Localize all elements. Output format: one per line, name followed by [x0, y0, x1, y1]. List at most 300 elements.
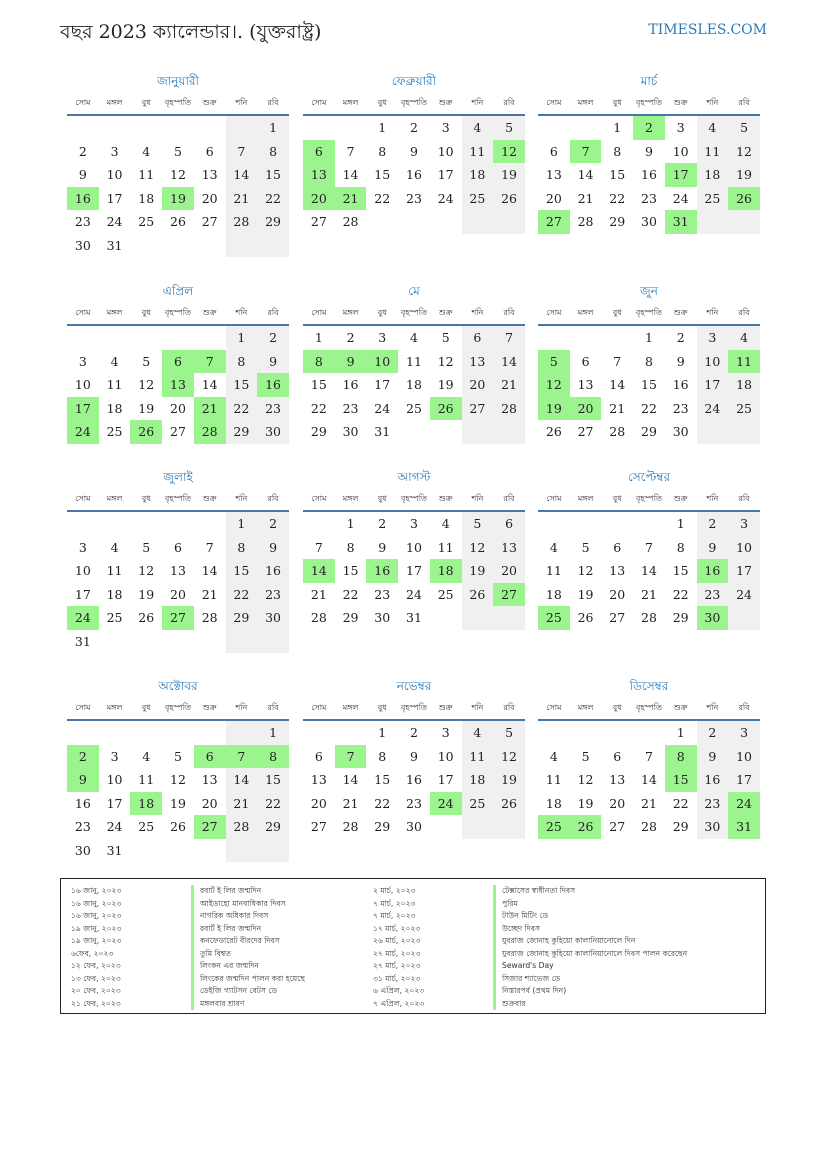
day-cell[interactable]: 7	[226, 745, 258, 769]
day-cell[interactable]: 19	[493, 163, 525, 187]
day-cell[interactable]: 27	[609, 610, 626, 625]
day-cell[interactable]: 8	[303, 350, 335, 374]
day-cell[interactable]: 17	[437, 772, 454, 787]
day-cell[interactable]: 5	[493, 721, 525, 745]
day-cell[interactable]: 17	[106, 190, 123, 206]
day-cell[interactable]: 3	[697, 326, 729, 350]
day-cell[interactable]: 27	[194, 815, 226, 839]
day-cell[interactable]: 30	[74, 842, 91, 858]
day-cell[interactable]: 20	[609, 586, 626, 602]
day-cell[interactable]: 17	[406, 563, 422, 578]
day-cell[interactable]: 20	[545, 190, 562, 206]
day-cell[interactable]: 10	[366, 350, 398, 374]
day-cell[interactable]: 4	[142, 748, 151, 764]
day-cell[interactable]: 7	[314, 539, 323, 555]
day-cell[interactable]: 20	[609, 795, 626, 811]
day-cell[interactable]: 9	[676, 353, 685, 369]
day-cell[interactable]: 5	[581, 539, 590, 555]
day-cell[interactable]: 10	[106, 772, 123, 787]
day-cell[interactable]: 7	[205, 539, 214, 555]
day-cell[interactable]: 23	[74, 819, 91, 834]
day-cell[interactable]: 28	[342, 214, 359, 229]
day-cell[interactable]: 11	[462, 745, 494, 769]
day-cell[interactable]: 8	[676, 539, 685, 555]
day-cell[interactable]: 26	[570, 815, 602, 839]
day-cell[interactable]: 14	[201, 377, 218, 392]
day-cell[interactable]: 25	[728, 397, 760, 421]
day-cell[interactable]: 9	[67, 768, 99, 792]
day-cell[interactable]: 29	[374, 819, 391, 834]
day-cell[interactable]: 29	[257, 210, 289, 234]
day-cell[interactable]: 12	[728, 140, 760, 164]
day-cell[interactable]: 10	[728, 536, 760, 560]
day-cell[interactable]: 12	[437, 353, 454, 369]
day-cell[interactable]: 13	[170, 563, 186, 578]
day-cell[interactable]: 21	[641, 795, 657, 811]
day-cell[interactable]: 16	[342, 377, 359, 392]
day-cell[interactable]: 13	[462, 350, 494, 374]
day-cell[interactable]: 31	[106, 237, 123, 253]
day-cell[interactable]: 31	[106, 842, 123, 858]
day-cell[interactable]: 13	[162, 373, 194, 397]
day-cell[interactable]: 25	[437, 586, 454, 602]
day-cell[interactable]: 9	[409, 748, 418, 764]
day-cell[interactable]: 4	[728, 326, 760, 350]
day-cell[interactable]: 15	[609, 167, 626, 182]
day-cell[interactable]: 9	[697, 745, 729, 769]
day-cell[interactable]: 13	[310, 772, 327, 787]
day-cell[interactable]: 2	[78, 143, 87, 159]
day-cell[interactable]: 12	[538, 373, 570, 397]
day-cell[interactable]: 2	[67, 745, 99, 769]
day-cell[interactable]: 14	[577, 167, 594, 182]
day-cell[interactable]: 24	[728, 792, 760, 816]
day-cell[interactable]: 31	[374, 424, 391, 439]
day-cell[interactable]: 12	[170, 772, 186, 787]
day-cell[interactable]: 22	[310, 400, 327, 416]
day-cell[interactable]: 14	[226, 163, 258, 187]
day-cell[interactable]: 18	[130, 792, 162, 816]
day-cell[interactable]: 4	[462, 116, 494, 140]
day-cell[interactable]: 17	[106, 795, 123, 811]
day-cell[interactable]: 26	[728, 187, 760, 211]
day-cell[interactable]: 1	[346, 516, 355, 531]
day-cell[interactable]: 15	[374, 772, 391, 787]
day-cell[interactable]: 4	[110, 353, 119, 369]
day-cell[interactable]: 4	[697, 116, 729, 140]
day-cell[interactable]: 30	[342, 424, 359, 439]
day-cell[interactable]: 14	[609, 377, 626, 392]
day-cell[interactable]: 31	[665, 210, 697, 234]
day-cell[interactable]: 25	[138, 214, 155, 229]
day-cell[interactable]: 19	[728, 163, 760, 187]
day-cell[interactable]: 27	[310, 214, 327, 229]
day-cell[interactable]: 10	[74, 563, 91, 578]
day-cell[interactable]: 22	[257, 187, 289, 211]
day-cell[interactable]: 13	[493, 536, 525, 560]
site-link[interactable]: TIMESLES.COM	[648, 22, 767, 38]
day-cell[interactable]: 1	[613, 120, 622, 135]
day-cell[interactable]: 18	[138, 190, 155, 206]
day-cell[interactable]: 28	[226, 815, 258, 839]
day-cell[interactable]: 23	[641, 190, 657, 206]
day-cell[interactable]: 27	[493, 583, 525, 607]
day-cell[interactable]: 24	[430, 792, 462, 816]
day-cell[interactable]: 24	[106, 819, 123, 834]
day-cell[interactable]: 29	[672, 610, 689, 625]
day-cell[interactable]: 18	[406, 377, 422, 392]
day-cell[interactable]: 7	[194, 350, 226, 374]
day-cell[interactable]: 23	[342, 400, 359, 416]
day-cell[interactable]: 6	[173, 539, 182, 555]
day-cell[interactable]: 14	[201, 563, 218, 578]
day-cell[interactable]: 10	[437, 748, 454, 764]
day-cell[interactable]: 25	[538, 606, 570, 630]
day-cell[interactable]: 9	[644, 143, 653, 159]
day-cell[interactable]: 21	[493, 373, 525, 397]
day-cell[interactable]: 14	[641, 772, 657, 787]
day-cell[interactable]: 12	[138, 563, 155, 578]
day-cell[interactable]: 21	[577, 190, 594, 206]
day-cell[interactable]: 13	[201, 167, 218, 182]
day-cell[interactable]: 6	[549, 143, 558, 159]
day-cell[interactable]: 24	[728, 583, 760, 607]
day-cell[interactable]: 29	[672, 819, 689, 834]
day-cell[interactable]: 22	[374, 795, 391, 811]
day-cell[interactable]: 14	[493, 350, 525, 374]
day-cell[interactable]: 13	[201, 772, 218, 787]
day-cell[interactable]: 17	[665, 163, 697, 187]
day-cell[interactable]: 4	[142, 143, 151, 159]
day-cell[interactable]: 7	[335, 745, 367, 769]
day-cell[interactable]: 16	[67, 187, 99, 211]
day-cell[interactable]: 8	[378, 748, 387, 764]
day-cell[interactable]: 11	[462, 140, 494, 164]
day-cell[interactable]: 16	[366, 559, 398, 583]
day-cell[interactable]: 16	[641, 167, 657, 182]
day-cell[interactable]: 26	[170, 214, 186, 229]
day-cell[interactable]: 20	[201, 190, 218, 206]
day-cell[interactable]: 25	[138, 819, 155, 834]
day-cell[interactable]: 5	[142, 539, 151, 555]
day-cell[interactable]: 4	[441, 516, 450, 531]
day-cell[interactable]: 5	[173, 143, 182, 159]
day-cell[interactable]: 21	[342, 795, 359, 811]
day-cell[interactable]: 23	[374, 586, 391, 602]
day-cell[interactable]: 15	[226, 559, 258, 583]
day-cell[interactable]: 30	[374, 610, 391, 625]
day-cell[interactable]: 11	[406, 353, 422, 369]
day-cell[interactable]: 4	[409, 330, 418, 345]
day-cell[interactable]: 20	[310, 795, 327, 811]
day-cell[interactable]: 30	[257, 606, 289, 630]
day-cell[interactable]: 20	[570, 397, 602, 421]
day-cell[interactable]: 23	[406, 795, 422, 811]
day-cell[interactable]: 28	[201, 610, 218, 625]
day-cell[interactable]: 6	[613, 748, 622, 764]
day-cell[interactable]: 18	[462, 768, 494, 792]
day-cell[interactable]: 10	[406, 539, 422, 555]
day-cell[interactable]: 16	[406, 167, 422, 182]
day-cell[interactable]: 17	[728, 768, 760, 792]
day-cell[interactable]: 18	[728, 373, 760, 397]
day-cell[interactable]: 6	[581, 353, 590, 369]
day-cell[interactable]: 26	[138, 610, 155, 625]
day-cell[interactable]: 20	[170, 400, 186, 416]
day-cell[interactable]: 24	[672, 190, 689, 206]
day-cell[interactable]: 31	[728, 815, 760, 839]
day-cell[interactable]: 3	[728, 512, 760, 536]
day-cell[interactable]: 10	[697, 350, 729, 374]
day-cell[interactable]: 5	[581, 748, 590, 764]
day-cell[interactable]: 13	[609, 772, 626, 787]
day-cell[interactable]: 22	[641, 400, 657, 416]
day-cell[interactable]: 10	[728, 745, 760, 769]
day-cell[interactable]: 1	[226, 512, 258, 536]
day-cell[interactable]: 28	[342, 819, 359, 834]
day-cell[interactable]: 6	[205, 143, 214, 159]
day-cell[interactable]: 16	[257, 559, 289, 583]
day-cell[interactable]: 26	[577, 610, 594, 625]
day-cell[interactable]: 27	[170, 424, 186, 439]
day-cell[interactable]: 12	[138, 377, 155, 392]
day-cell[interactable]: 29	[641, 424, 657, 439]
day-cell[interactable]: 7	[346, 143, 355, 159]
day-cell[interactable]: 11	[106, 563, 123, 578]
day-cell[interactable]: 12	[493, 140, 525, 164]
day-cell[interactable]: 9	[257, 350, 289, 374]
day-cell[interactable]: 17	[74, 586, 91, 602]
day-cell[interactable]: 28	[226, 210, 258, 234]
day-cell[interactable]: 31	[74, 633, 91, 649]
day-cell[interactable]: 28	[310, 610, 327, 625]
day-cell[interactable]: 15	[226, 373, 258, 397]
day-cell[interactable]: 3	[110, 748, 119, 764]
day-cell[interactable]: 11	[545, 772, 562, 787]
day-cell[interactable]: 7	[613, 353, 622, 369]
day-cell[interactable]: 21	[226, 187, 258, 211]
day-cell[interactable]: 30	[697, 815, 729, 839]
day-cell[interactable]: 12	[462, 536, 494, 560]
day-cell[interactable]: 23	[257, 583, 289, 607]
day-cell[interactable]: 16	[406, 772, 422, 787]
day-cell[interactable]: 24	[67, 606, 99, 630]
day-cell[interactable]: 25	[462, 792, 494, 816]
day-cell[interactable]: 3	[110, 143, 119, 159]
day-cell[interactable]: 16	[672, 377, 689, 392]
day-cell[interactable]: 21	[310, 586, 327, 602]
day-cell[interactable]: 19	[538, 397, 570, 421]
day-cell[interactable]: 25	[538, 815, 570, 839]
day-cell[interactable]: 2	[346, 330, 355, 345]
day-cell[interactable]: 8	[257, 745, 289, 769]
day-cell[interactable]: 11	[106, 377, 123, 392]
day-cell[interactable]: 1	[378, 725, 387, 740]
day-cell[interactable]: 3	[676, 120, 685, 135]
day-cell[interactable]: 6	[194, 745, 226, 769]
day-cell[interactable]: 20	[493, 559, 525, 583]
day-cell[interactable]: 28	[577, 214, 594, 229]
day-cell[interactable]: 6	[314, 748, 323, 764]
day-cell[interactable]: 1	[314, 330, 323, 345]
day-cell[interactable]: 22	[672, 795, 689, 811]
day-cell[interactable]: 11	[437, 539, 454, 555]
day-cell[interactable]: 9	[335, 350, 367, 374]
day-cell[interactable]: 22	[342, 586, 359, 602]
day-cell[interactable]: 5	[728, 116, 760, 140]
day-cell[interactable]: 12	[577, 772, 594, 787]
day-cell[interactable]: 15	[641, 377, 657, 392]
day-cell[interactable]: 1	[676, 725, 685, 740]
day-cell[interactable]: 22	[226, 397, 258, 421]
day-cell[interactable]: 1	[226, 326, 258, 350]
day-cell[interactable]: 23	[697, 792, 729, 816]
day-cell[interactable]: 18	[697, 163, 729, 187]
day-cell[interactable]: 26	[462, 583, 494, 607]
day-cell[interactable]: 19	[577, 795, 594, 811]
day-cell[interactable]: 19	[162, 187, 194, 211]
day-cell[interactable]: 24	[697, 397, 729, 421]
day-cell[interactable]: 2	[697, 721, 729, 745]
day-cell[interactable]: 5	[173, 748, 182, 764]
day-cell[interactable]: 27	[538, 210, 570, 234]
day-cell[interactable]: 30	[672, 424, 689, 439]
day-cell[interactable]: 24	[67, 420, 99, 444]
day-cell[interactable]: 6	[462, 326, 494, 350]
day-cell[interactable]: 8	[257, 140, 289, 164]
day-cell[interactable]: 13	[577, 377, 594, 392]
day-cell[interactable]: 10	[74, 377, 91, 392]
day-cell[interactable]: 8	[378, 143, 387, 159]
day-cell[interactable]: 27	[310, 819, 327, 834]
day-cell[interactable]: 26	[170, 819, 186, 834]
day-cell[interactable]: 30	[406, 819, 422, 834]
day-cell[interactable]: 2	[378, 516, 387, 531]
day-cell[interactable]: 13	[545, 167, 562, 182]
day-cell[interactable]: 9	[78, 167, 87, 182]
day-cell[interactable]: 12	[170, 167, 186, 182]
day-cell[interactable]: 29	[226, 606, 258, 630]
day-cell[interactable]: 6	[162, 350, 194, 374]
day-cell[interactable]: 15	[257, 768, 289, 792]
day-cell[interactable]: 23	[406, 190, 422, 206]
day-cell[interactable]: 30	[697, 606, 729, 630]
day-cell[interactable]: 9	[257, 536, 289, 560]
day-cell[interactable]: 5	[142, 353, 151, 369]
day-cell[interactable]: 9	[409, 143, 418, 159]
day-cell[interactable]: 13	[609, 563, 626, 578]
day-cell[interactable]: 24	[106, 214, 123, 229]
day-cell[interactable]: 8	[346, 539, 355, 555]
day-cell[interactable]: 27	[162, 606, 194, 630]
day-cell[interactable]: 25	[106, 424, 123, 439]
day-cell[interactable]: 30	[74, 237, 91, 253]
day-cell[interactable]: 29	[310, 424, 327, 439]
day-cell[interactable]: 18	[545, 795, 562, 811]
day-cell[interactable]: 9	[697, 536, 729, 560]
day-cell[interactable]: 8	[644, 353, 653, 369]
day-cell[interactable]: 28	[194, 420, 226, 444]
day-cell[interactable]: 23	[257, 397, 289, 421]
day-cell[interactable]: 3	[78, 539, 87, 555]
day-cell[interactable]: 23	[672, 400, 689, 416]
day-cell[interactable]: 19	[138, 400, 155, 416]
day-cell[interactable]: 10	[106, 167, 123, 182]
day-cell[interactable]: 12	[577, 563, 594, 578]
day-cell[interactable]: 1	[257, 116, 289, 140]
day-cell[interactable]: 11	[697, 140, 729, 164]
day-cell[interactable]: 28	[641, 610, 657, 625]
day-cell[interactable]: 19	[462, 559, 494, 583]
day-cell[interactable]: 15	[310, 377, 327, 392]
day-cell[interactable]: 31	[406, 610, 422, 625]
day-cell[interactable]: 19	[138, 586, 155, 602]
day-cell[interactable]: 19	[170, 795, 186, 811]
day-cell[interactable]: 18	[462, 163, 494, 187]
day-cell[interactable]: 27	[577, 424, 594, 439]
day-cell[interactable]: 23	[697, 583, 729, 607]
day-cell[interactable]: 19	[493, 768, 525, 792]
day-cell[interactable]: 23	[74, 214, 91, 229]
day-cell[interactable]: 10	[672, 143, 689, 159]
day-cell[interactable]: 29	[609, 214, 626, 229]
day-cell[interactable]: 3	[728, 721, 760, 745]
day-cell[interactable]: 6	[303, 140, 335, 164]
day-cell[interactable]: 25	[462, 187, 494, 211]
day-cell[interactable]: 4	[549, 748, 558, 764]
day-cell[interactable]: 22	[672, 586, 689, 602]
day-cell[interactable]: 21	[335, 187, 367, 211]
day-cell[interactable]: 3	[409, 516, 418, 531]
day-cell[interactable]: 27	[201, 214, 218, 229]
day-cell[interactable]: 14	[342, 167, 359, 182]
day-cell[interactable]: 1	[644, 330, 653, 345]
day-cell[interactable]: 7	[644, 748, 653, 764]
day-cell[interactable]: 15	[672, 563, 689, 578]
day-cell[interactable]: 21	[201, 586, 218, 602]
day-cell[interactable]: 20	[462, 373, 494, 397]
day-cell[interactable]: 3	[441, 120, 450, 135]
day-cell[interactable]: 1	[676, 516, 685, 531]
day-cell[interactable]: 2	[409, 120, 418, 135]
day-cell[interactable]: 15	[374, 167, 391, 182]
day-cell[interactable]: 17	[697, 373, 729, 397]
day-cell[interactable]: 2	[257, 326, 289, 350]
day-cell[interactable]: 20	[170, 586, 186, 602]
day-cell[interactable]: 28	[641, 819, 657, 834]
day-cell[interactable]: 14	[342, 772, 359, 787]
day-cell[interactable]: 26	[130, 420, 162, 444]
day-cell[interactable]: 15	[342, 563, 359, 578]
day-cell[interactable]: 22	[257, 792, 289, 816]
day-cell[interactable]: 3	[441, 725, 450, 740]
day-cell[interactable]: 8	[665, 745, 697, 769]
day-cell[interactable]: 9	[378, 539, 387, 555]
day-cell[interactable]: 25	[106, 610, 123, 625]
day-cell[interactable]: 20	[303, 187, 335, 211]
day-cell[interactable]: 27	[462, 397, 494, 421]
day-cell[interactable]: 4	[110, 539, 119, 555]
day-cell[interactable]: 21	[609, 400, 626, 416]
day-cell[interactable]: 21	[194, 397, 226, 421]
day-cell[interactable]: 18	[106, 586, 123, 602]
day-cell[interactable]: 29	[257, 815, 289, 839]
day-cell[interactable]: 16	[74, 795, 91, 811]
day-cell[interactable]: 21	[226, 792, 258, 816]
day-cell[interactable]: 22	[226, 583, 258, 607]
day-cell[interactable]: 26	[493, 792, 525, 816]
day-cell[interactable]: 12	[493, 745, 525, 769]
